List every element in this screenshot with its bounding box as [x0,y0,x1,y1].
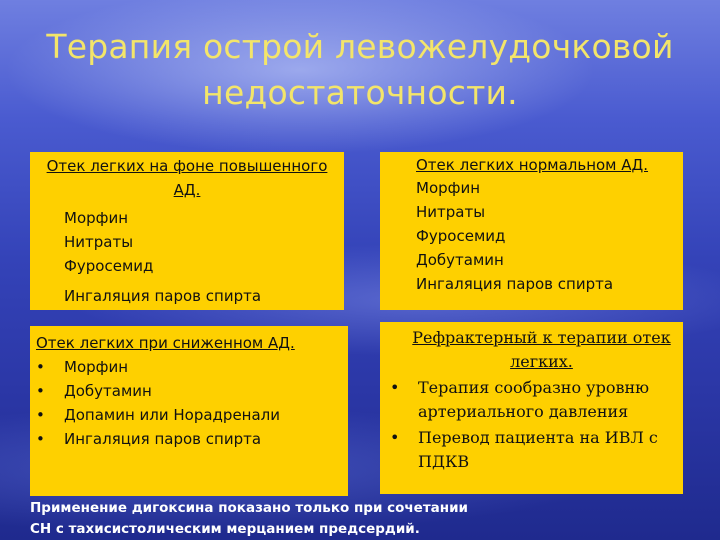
list-item [418,426,658,474]
bullet-glyph: • [36,358,45,376]
box-refractory-header [380,322,683,374]
box-refractory [380,322,683,494]
list-item: Фуросемид [416,227,506,245]
list-item: Ингаляция паров спирта [64,287,262,305]
box-refractory-header-line-2: легких. [510,352,573,371]
bullet-glyph: • [390,428,400,447]
list-item: Морфин [416,179,481,197]
bullet-item [36,379,348,403]
list-item: Ингаляция паров спирта [64,430,262,448]
list-item-line: артериального давления [418,402,629,421]
bullet-item [390,376,683,424]
bullet-item [390,426,683,474]
box-high-bp [30,152,344,310]
title-line-1: Терапия острой левожелудочковой [46,27,674,66]
box-high-bp-header-line-2: АД. [173,181,201,199]
list-item-line: Терапия сообразно уровню [418,378,650,397]
list-item: Морфин [64,209,129,227]
title-line-2: недостаточности. [202,73,518,112]
box-high-bp-list [30,206,344,308]
list-item [418,376,649,424]
box-refractory-list [380,376,683,474]
footnote [30,498,690,540]
footnote-line-1: Применение дигоксина показано только при сочетании [30,500,469,516]
list-item: Фуросемид [64,257,154,275]
list-item: Допамин или Норадренали [64,406,281,424]
box-low-bp-content [30,326,348,451]
bullet-glyph: • [36,382,45,400]
box-low-bp-header: Отек легких при сниженном АД. [36,334,295,352]
box-low-bp [30,326,348,496]
list-item-line: ПДКВ [418,452,470,471]
bullet-glyph: • [36,430,45,448]
box-high-bp-header-line-1: Отек легких на фоне повышенного [46,157,328,175]
bullet-glyph: • [36,406,45,424]
list-item: Нитраты [64,233,134,251]
box-refractory-header-line-1: Рефрактерный к терапии отек [412,328,671,347]
bullet-item [36,355,348,379]
bullet-item [36,403,348,427]
box-normal-bp-header: Отек легких нормальном АД. [416,156,649,174]
box-normal-bp [380,152,683,310]
list-item: Добутамин [64,382,152,400]
bullet-item [36,427,348,451]
list-item: Добутамин [416,251,504,269]
box-high-bp-header [30,152,344,202]
list-item: Ингаляция паров спирта [416,275,614,293]
list-item: Морфин [64,358,129,376]
footnote-line-2: СН с тахисистолическим мерцанием предсердий. [30,521,420,537]
list-item: Нитраты [416,203,486,221]
box-normal-bp-content [380,152,683,296]
list-item-line: Перевод пациента на ИВЛ с [418,428,658,447]
slide-title [0,24,720,116]
bullet-glyph: • [390,378,400,397]
